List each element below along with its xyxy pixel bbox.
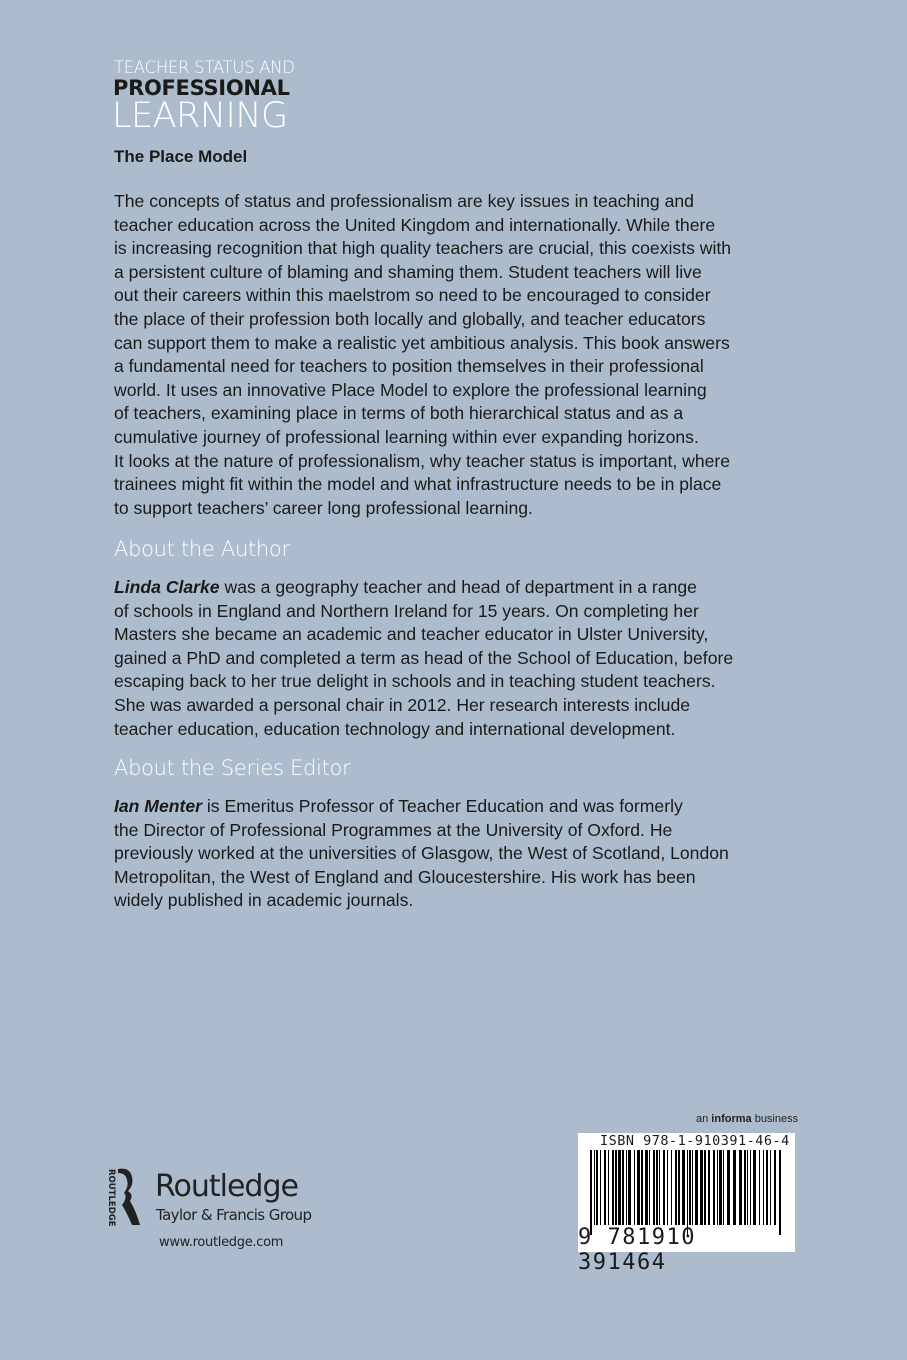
- barcode-bar: [634, 1150, 635, 1225]
- barcode-bar: [704, 1150, 706, 1225]
- barcode-digits: 9 781910 391464: [578, 1225, 696, 1275]
- barcode-bar: [750, 1150, 751, 1225]
- text-line: cumulative journey of professional learning within ever expanding horizons.: [114, 426, 699, 447]
- barcode-bar: [671, 1150, 672, 1225]
- barcode-bar: [615, 1150, 617, 1225]
- informa-suffix: business: [751, 1113, 799, 1125]
- barcode-bar: [723, 1150, 724, 1225]
- author-bio: [114, 576, 874, 741]
- barcode-bar: [600, 1150, 601, 1225]
- text-line: to support teachers’ career long professional learning.: [114, 497, 533, 518]
- subtitle: The Place Model: [114, 147, 248, 166]
- barcode-bar: [604, 1150, 606, 1225]
- barcode-bar: [692, 1150, 693, 1225]
- barcode-bar: [637, 1150, 640, 1225]
- text-line: is increasing recognition that high quality teachers are crucial, this coexists with: [114, 238, 732, 259]
- barcode-bar: [687, 1150, 688, 1235]
- text-line: a fundamental need for teachers to position themselves in their professional: [114, 356, 704, 377]
- blurb: [114, 190, 874, 520]
- barcode-bar: [682, 1150, 685, 1225]
- isbn-label: ISBN 978-1-910391-46-4: [600, 1133, 790, 1149]
- barcode-bar: [656, 1150, 658, 1225]
- barcode-bar: [659, 1150, 660, 1225]
- barcode-bar: [719, 1150, 722, 1225]
- text-line: trainees might fit within the model and what infrastructure needs to be in place: [114, 474, 722, 495]
- barcode-bar: [675, 1150, 677, 1225]
- barcode-bar: [678, 1150, 680, 1225]
- barcode-bar: [753, 1150, 756, 1225]
- barcode-bar: [766, 1150, 768, 1225]
- barcode-bar: [618, 1150, 621, 1225]
- editor-name: Ian Menter: [114, 796, 202, 816]
- barcode-bar: [649, 1150, 650, 1225]
- barcode-bar: [641, 1150, 643, 1225]
- barcode-bar: [713, 1150, 715, 1225]
- text-line: out their careers within this maelstrom so need to be encouraged to consider: [114, 285, 711, 306]
- barcode-bar: [774, 1150, 776, 1225]
- barcode-bar: [770, 1150, 771, 1225]
- publisher-name: Routledge: [155, 1169, 298, 1204]
- barcode-bar: [695, 1150, 698, 1225]
- text-line: widely published in academic journals.: [114, 890, 414, 911]
- text-line: The concepts of status and professionalism are key issues in teaching and: [114, 191, 694, 211]
- barcode-bar: [645, 1150, 648, 1225]
- barcode-bar: [626, 1150, 627, 1225]
- text-line: the place of their profession both locally and globally, and teacher educators: [114, 308, 706, 329]
- author-heading: About the Author: [114, 537, 290, 561]
- logo-text: ROUTLEDGE: [106, 1169, 116, 1227]
- informa-prefix: an: [696, 1113, 712, 1125]
- text-line: can support them to make a realistic yet ambitious analysis. This book answers: [114, 332, 730, 353]
- informa-tagline: [696, 1113, 798, 1125]
- barcode-bars: [590, 1150, 785, 1235]
- series-title: TEACHER STATUS AND: [114, 58, 295, 77]
- barcode-bar: [717, 1150, 718, 1225]
- barcode-bar: [708, 1150, 710, 1225]
- barcode-bar: [653, 1150, 655, 1225]
- barcode-bar: [689, 1150, 691, 1225]
- title-light: LEARNING: [112, 96, 288, 136]
- text-line: of teachers, examining place in terms of both hierarchical status and as a: [114, 403, 684, 424]
- barcode-bar: [727, 1150, 730, 1225]
- publisher-group: Taylor & Francis Group: [156, 1206, 312, 1224]
- bio-line: is Emeritus Professor of Teacher Education and was formerly: [202, 796, 683, 816]
- text-line: It looks at the nature of professionalism, why teacher status is important, where: [114, 450, 731, 471]
- text-line: She was awarded a personal chair in 2012. Her research interests include: [114, 694, 691, 715]
- barcode-bar: [779, 1150, 781, 1235]
- text-line: a persistent culture of blaming and shaming them. Student teachers will live: [114, 261, 702, 282]
- isbn-barcode: [578, 1133, 795, 1275]
- barcode-bar: [628, 1150, 631, 1225]
- barcode-bar: [594, 1150, 595, 1225]
- barcode-bar: [667, 1150, 668, 1225]
- text-line: of schools in England and Northern Ireland for 15 years. On completing her: [114, 600, 699, 621]
- informa-word: informa: [711, 1113, 752, 1125]
- barcode-bar: [608, 1150, 609, 1225]
- text-line: gained a PhD and completed a term as head of the School of Education, before: [114, 647, 734, 668]
- barcode-bar: [733, 1150, 736, 1225]
- barcode-bar: [739, 1150, 742, 1225]
- bio-line: was a geography teacher and head of department in a range: [219, 577, 697, 597]
- text-line: escaping back to her true delight in schools and in teaching student teachers.: [114, 671, 716, 692]
- editor-heading: About the Series Editor: [114, 756, 351, 780]
- barcode-bar: [763, 1150, 764, 1225]
- title-bold: PROFESSIONAL: [113, 76, 290, 100]
- barcode-bar: [759, 1150, 760, 1225]
- editor-bio: [114, 795, 874, 913]
- barcode-bar: [596, 1150, 598, 1225]
- text-line: previously worked at the universities of Glasgow, the West of Scotland, London: [114, 843, 729, 864]
- barcode-bar: [612, 1150, 614, 1225]
- barcode-bar: [747, 1150, 748, 1225]
- publisher-url[interactable]: www.routledge.com: [159, 1235, 284, 1250]
- barcode-bar: [590, 1150, 592, 1235]
- barcode-bar: [744, 1150, 746, 1225]
- routledge-logo-icon: [100, 1167, 150, 1229]
- text-line: Masters she became an academic and teacher educator in Ulster University,: [114, 624, 709, 645]
- text-line: the Director of Professional Programmes at the University of Oxford. He: [114, 819, 673, 840]
- barcode-bar: [700, 1150, 703, 1225]
- text-line: Metropolitan, the West of England and Gloucestershire. His work has been: [114, 866, 696, 887]
- text-line: teacher education, education technology and international development.: [114, 718, 676, 739]
- barcode-bar: [622, 1150, 624, 1225]
- barcode-bar: [663, 1150, 665, 1225]
- author-name: Linda Clarke: [114, 577, 220, 597]
- text-line: world. It uses an innovative Place Model to explore the professional learning: [114, 379, 707, 400]
- text-line: teacher education across the United Kingdom and internationally. While there: [114, 214, 716, 235]
